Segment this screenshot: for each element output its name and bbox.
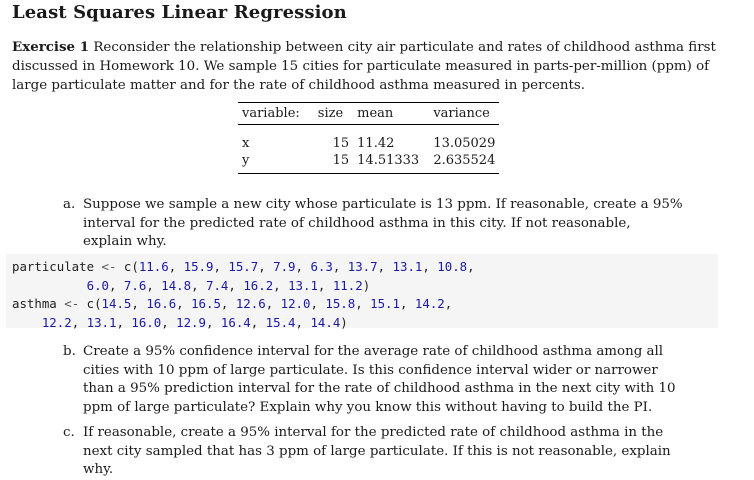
page-title: Least Squares Linear Regression xyxy=(12,2,347,23)
code-assign: <- xyxy=(64,296,80,311)
code-value: 15.9 xyxy=(183,259,214,274)
table-header-row xyxy=(238,103,499,125)
code-assign: <- xyxy=(101,259,117,274)
exercise-label: Exercise 1 xyxy=(12,39,90,55)
cell-variable: y xyxy=(242,153,250,168)
code-value: 16.4 xyxy=(220,314,251,330)
code-value: 16.5 xyxy=(191,296,221,311)
cell-variance: 13.05029 xyxy=(433,136,496,151)
code-value: 6.0 xyxy=(86,277,109,293)
exercise-text: Reconsider the relationship between city air particulate and rates of childhood asthma first discussed in Homework 10. We sample 15 cities for particulate measured in parts-per-million (ppm) of large particulate matter and for the rate of childhood asthma measured in percents. xyxy=(12,40,716,93)
code-value: 16.2 xyxy=(243,277,274,293)
code-value: 13.7 xyxy=(347,259,378,274)
header-size: size xyxy=(317,106,344,121)
code-value: 13.1 xyxy=(392,259,423,274)
summary-table xyxy=(238,102,499,174)
cell-variance: 2.635524 xyxy=(433,153,496,168)
code-value: 12.2 xyxy=(41,314,72,330)
code-value: 7.4 xyxy=(206,277,229,293)
code-value: 11.2 xyxy=(332,277,363,293)
question-a-label: a. xyxy=(63,197,76,212)
code-value: 7.6 xyxy=(123,277,147,293)
question-b-text: Create a 95% confidence interval for the average rate of childhood asthma among all cities with 10 ppm of large particulate. Is this confidence interval wider or narrower than a 95% prediction interval for the rate of childhood asthma in the next city with 10 ppm of large particulate? Explain why you know this without having to build the PI. xyxy=(83,344,676,415)
question-c-label: c. xyxy=(63,425,75,440)
cell-variable: x xyxy=(242,136,250,151)
code-value: 13.1 xyxy=(288,277,318,293)
cell-size: 15 xyxy=(332,136,350,151)
code-var-particulate: particulate xyxy=(12,259,95,274)
code-value: 12.6 xyxy=(235,296,266,311)
code-value: 15.7 xyxy=(228,259,259,274)
question-a-text: Suppose we sample a new city whose particulate is 13 ppm. If reasonable, create a 95% interval for the predicted rate of childhood asthma in this city. If not reasonable, explain why. xyxy=(83,197,683,249)
cell-mean: 11.42 xyxy=(357,136,395,151)
header-variable: variable: xyxy=(242,106,300,121)
code-value: 14.4 xyxy=(310,314,341,330)
header-variance: variance xyxy=(433,106,490,121)
code-value: 11.6 xyxy=(138,259,169,274)
table-row xyxy=(238,125,499,153)
code-value: 14.5 xyxy=(101,296,132,311)
code-value: 7.9 xyxy=(273,259,296,274)
code-value: 15.1 xyxy=(370,296,400,311)
question-b-label: b. xyxy=(63,344,76,359)
table-row xyxy=(238,152,499,174)
code-value: 16.6 xyxy=(146,296,177,311)
question-c-text: If reasonable, create a 95% interval for the predicted rate of childhood asthma in the next city sampled that has 3 ppm of large particulate. If this is not reasonable, explain why. xyxy=(83,425,671,477)
code-value: 6.3 xyxy=(310,259,333,274)
code-value: 13.1 xyxy=(86,314,117,330)
code-value: 14.2 xyxy=(414,296,445,311)
code-value: 10.8 xyxy=(437,259,468,274)
exercise-statement xyxy=(12,38,718,95)
r-code-block: particulate <- c(11.6, 15.9, 15.7, 7.9, 6.3, 13.7, 13.1, 10.8, 6.0, 7.6, 14.8, 7.4, 16.2, 13.1, 11.2) asthma <- c(14.5, 16.6, 16.5, 12.6, 12.0, 15.8, 15.1, 14.2, 12.2, 13.1, 16.0, 12.9, 16.4, 15.4, 14.4) xyxy=(6,254,718,328)
code-value: 15.8 xyxy=(325,296,356,311)
cell-size: 15 xyxy=(332,153,350,168)
header-mean: mean xyxy=(357,106,394,121)
code-value: 16.0 xyxy=(131,314,162,330)
code-value: 12.9 xyxy=(176,314,206,330)
cell-mean: 14.51333 xyxy=(357,153,420,168)
code-value: 15.4 xyxy=(265,314,296,330)
code-var-asthma: asthma xyxy=(12,296,57,311)
code-value: 14.8 xyxy=(161,277,192,293)
code-value: 12.0 xyxy=(280,296,311,311)
